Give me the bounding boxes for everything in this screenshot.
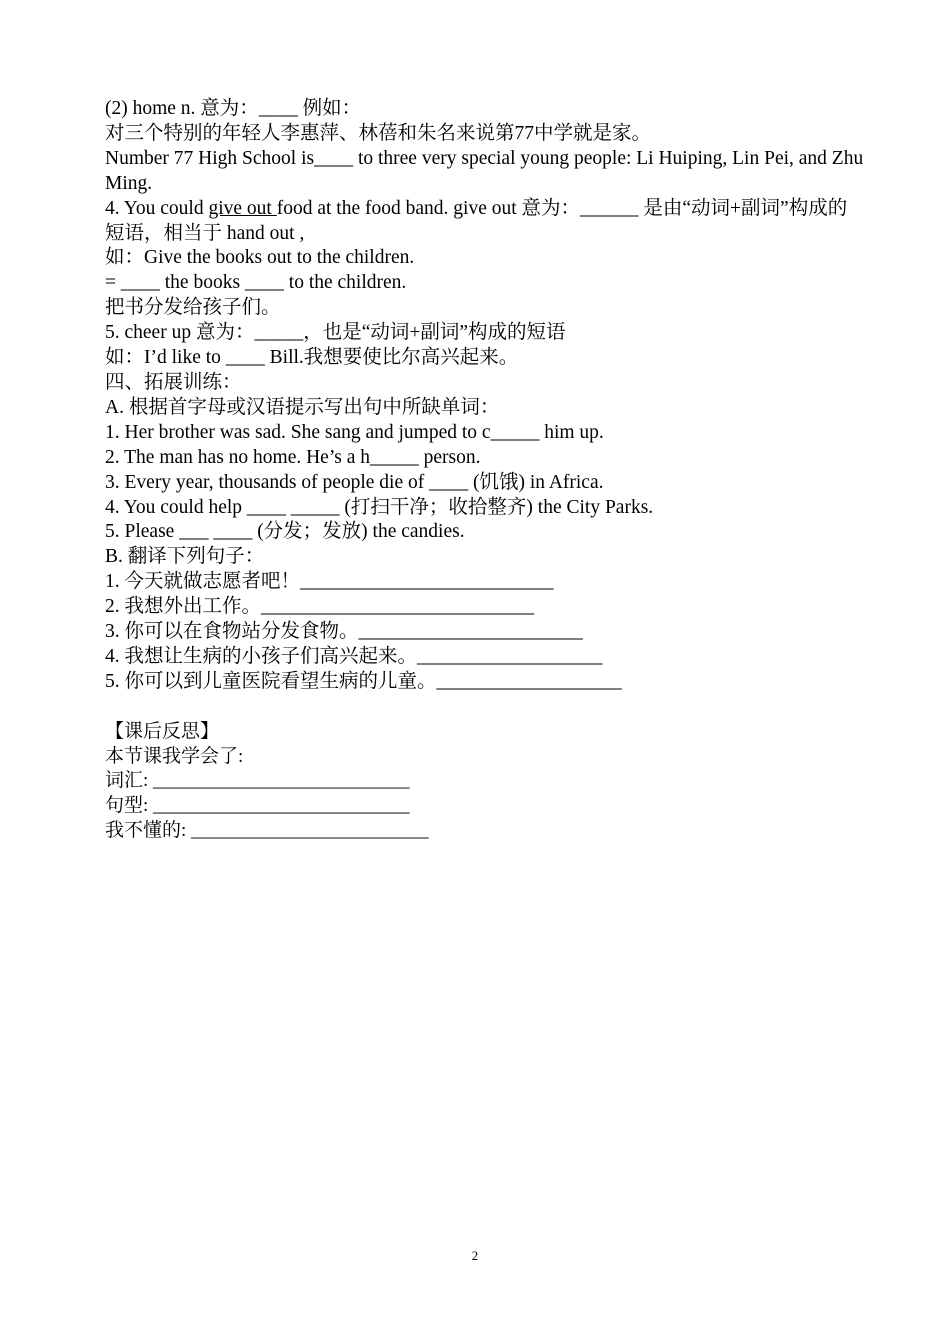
give-out-rest: food at the food band. give out 意为：______ 是由“动词+副词”构成的短语，相当于 hand out , (105, 197, 848, 244)
give-out-example: 如：Give the books out to the children. (105, 247, 415, 269)
translation-b-1: 1. 今天就做志愿者吧！__________________________ (105, 571, 554, 593)
give-out-translation: 把书分发给孩子们。 (105, 297, 281, 319)
part-a-instruction: A. 根据首字母或汉语提示写出句中所缺单词： (105, 396, 500, 418)
section-four-heading: 四、拓展训练： (105, 371, 242, 393)
translation-b-4: 4. 我想让生病的小孩子们高兴起来。___________________ (105, 645, 603, 667)
give-out-underlined: give out (208, 197, 277, 219)
exercise-a-4: 4. You could help ____ _____ (打扫干净；收拾整齐) the City Parks. (105, 496, 654, 518)
give-out-prefix: 4. You could (105, 197, 209, 219)
reflection-learned: 本节课我学会了: (105, 745, 244, 767)
give-out-rewrite: = ____ the books ____ to the children. (105, 272, 407, 294)
reflection-heading: 【课后反思】 (105, 720, 220, 742)
translation-b-5: 5. 你可以到儿童医院看望生病的儿童。___________________ (105, 670, 622, 692)
translation-b-3: 3. 你可以在食物站分发食物。_______________________ (105, 621, 583, 643)
part-b-instruction: B. 翻译下列句子： (105, 546, 265, 568)
reflection-vocabulary: 词汇: ___________________________ (105, 770, 410, 792)
home-definition-line: (2) home n. 意为：____ 例如： (105, 98, 362, 119)
translation-b-2: 2. 我想外出工作。____________________________ (105, 596, 535, 618)
exercise-a-3: 3. Every year, thousands of people die of ____ (饥饿) in Africa. (105, 471, 604, 493)
home-example-chinese: 对三个特别的年轻人李惠萍、林蓓和朱名来说第77中学就是家。 (105, 122, 652, 144)
cheer-up-explanation: 5. cheer up 意为：_____，也是“动词+副词”构成的短语 (105, 322, 566, 344)
blank-spacer (105, 695, 865, 720)
worksheet-content (105, 97, 865, 844)
give-out-explanation (105, 197, 865, 247)
exercise-a-2: 2. The man has no home. He’s a h_____ person. (105, 446, 481, 468)
page-number: 2 (471, 1248, 479, 1263)
exercise-a-5: 5. Please ___ ____ (分发；发放) the candies. (105, 521, 465, 543)
reflection-sentence-patterns: 句型: ___________________________ (105, 795, 410, 817)
reflection-not-understood: 我不懂的: _________________________ (105, 820, 429, 842)
exercise-a-1: 1. Her brother was sad. She sang and jumped to c_____ him up. (105, 421, 604, 443)
cheer-up-example: 如：I’d like to ____ Bill.我想要使比尔高兴起来。 (105, 347, 519, 369)
home-example-english: Number 77 High School is____ to three very special young people: Li Huiping, Lin Pei, and Zhu Ming. (105, 147, 864, 194)
